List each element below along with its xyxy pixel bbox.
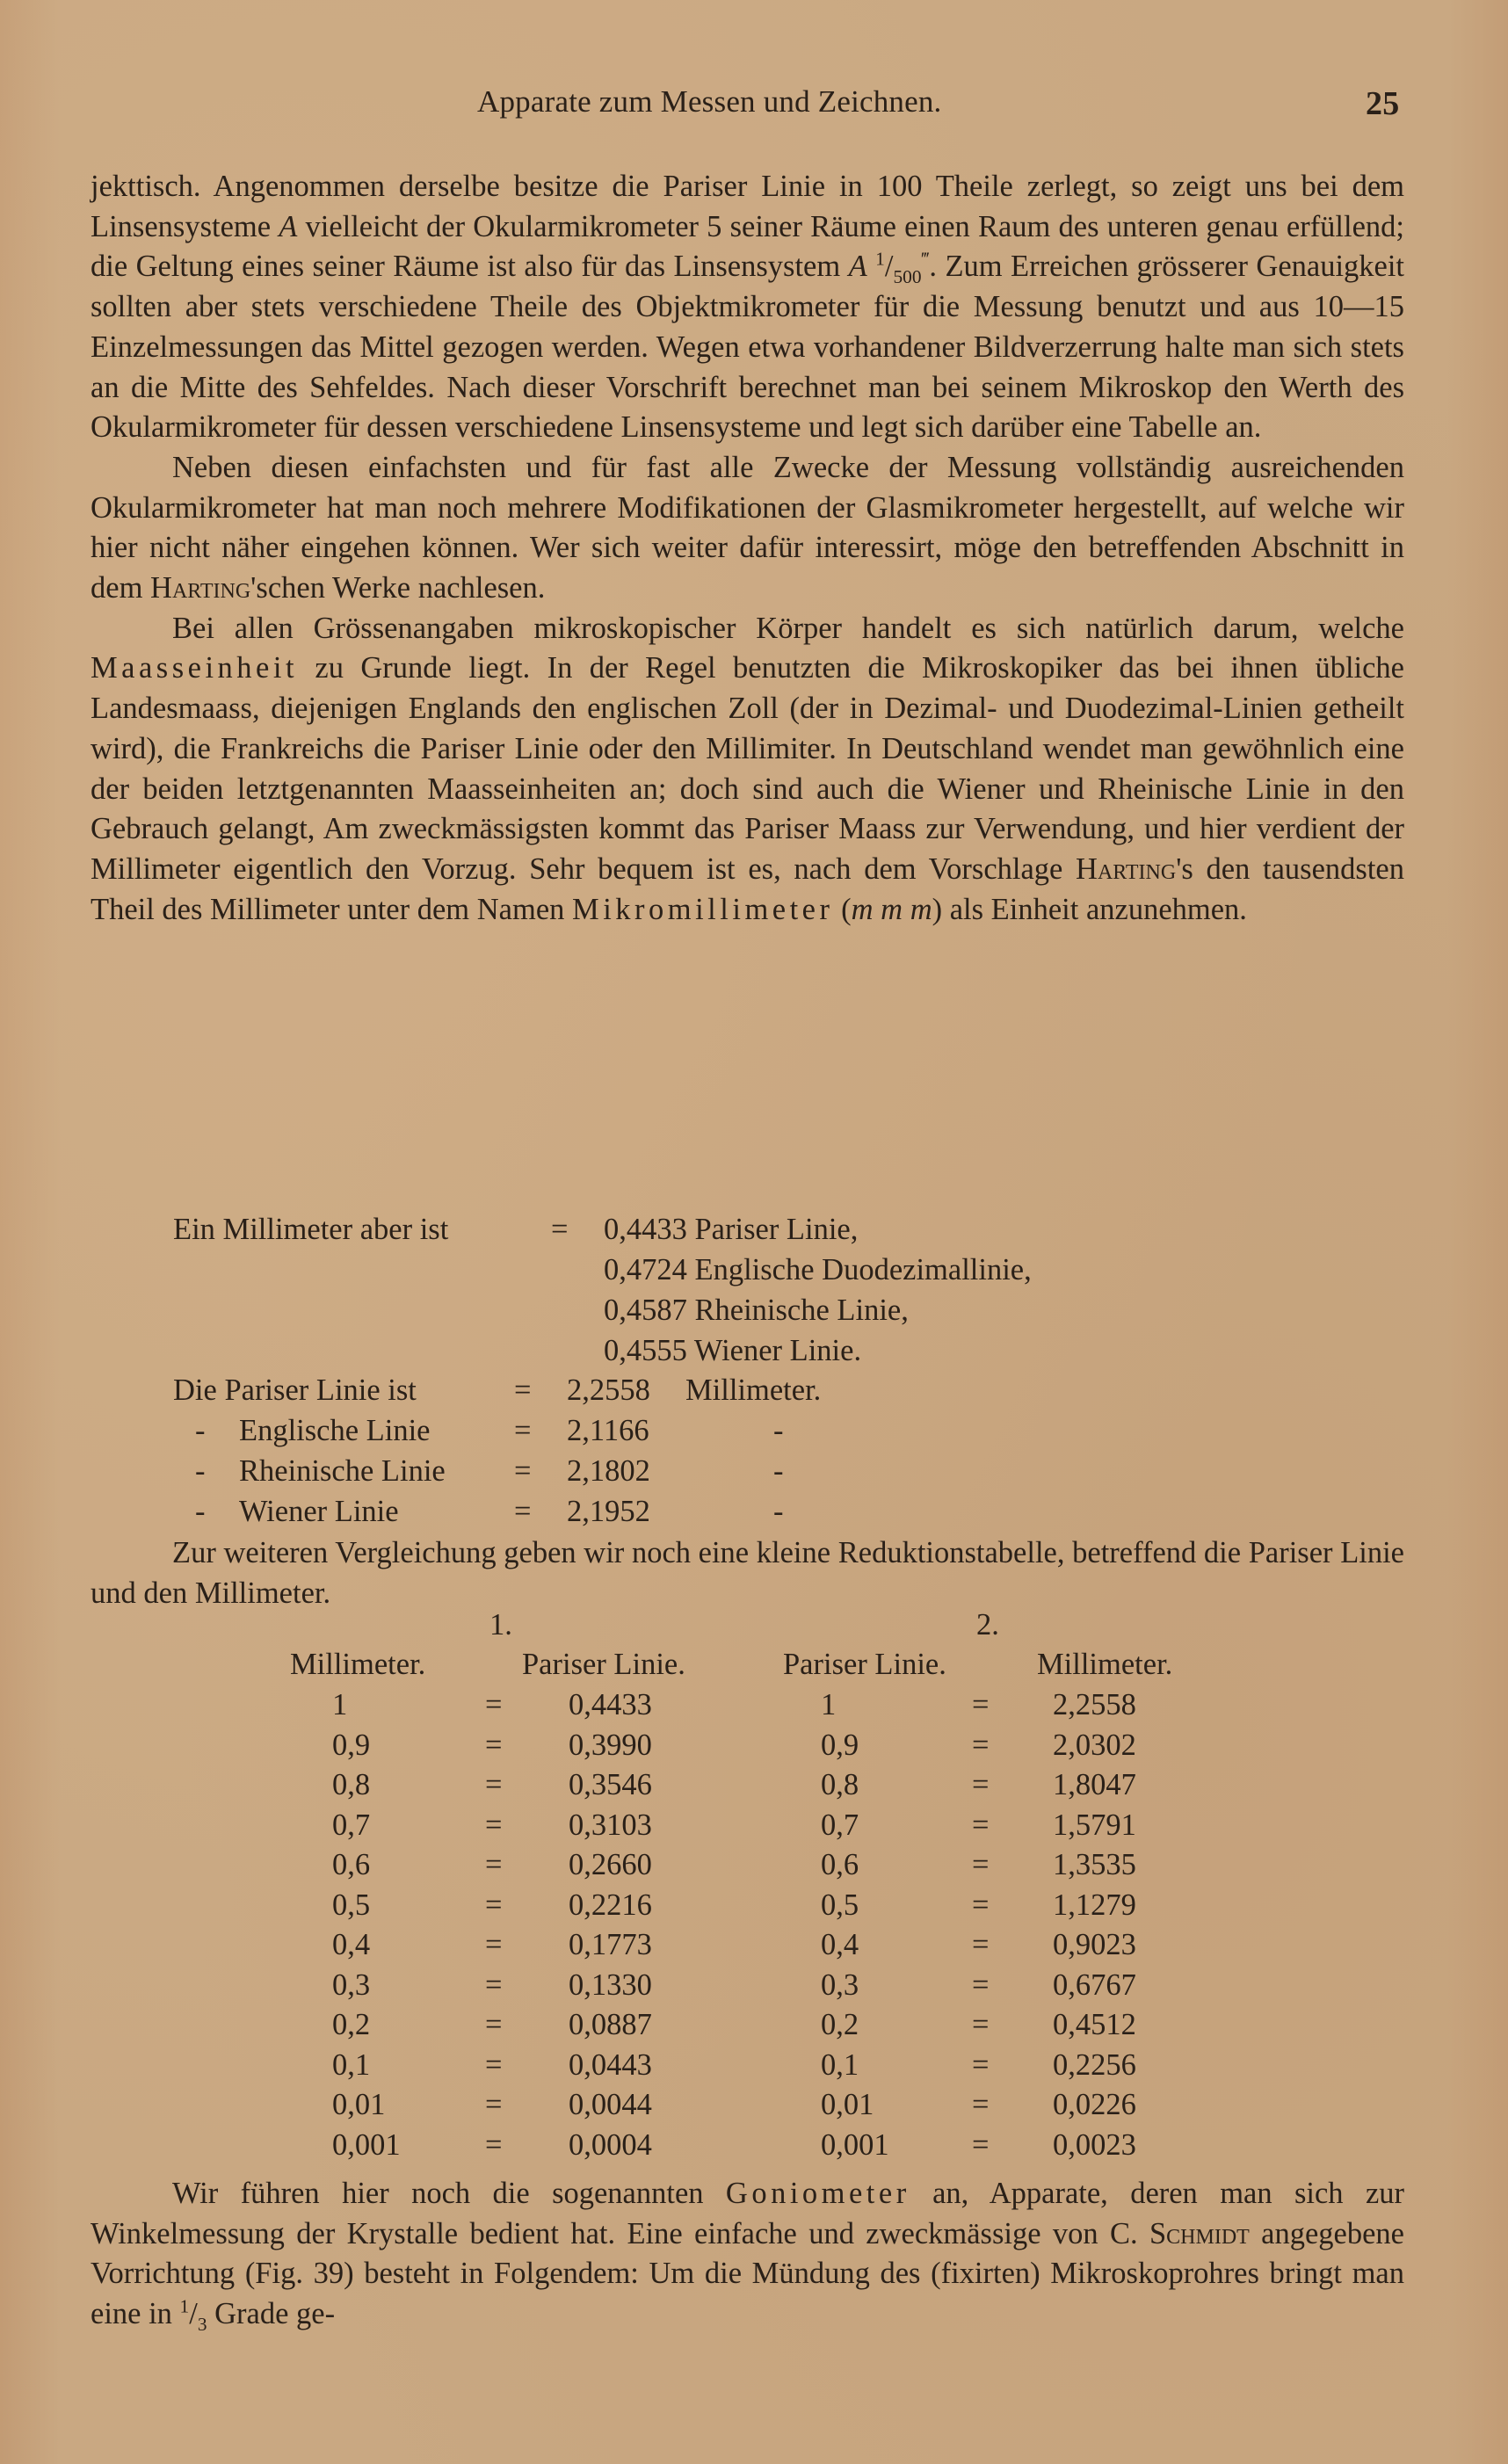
pariser-linie-value: 0,2660 [569,1848,652,1881]
equivalence-row: 0,4555 Wiener Linie. [604,1334,862,1367]
paragraph-glasmikrometer: Neben diesen einfachsten und für fast alle Zwecke der Messung vollständig ausreichenden Okularmikrometer hat man noch mehrere Modifikationen der Glasmikrometer hergestellt, auf welche wir hier nicht näher eingehen können. Wer sich weiter dafür interessirt, möge den betreffenden Abschnitt in dem Harting'schen Werke nachlesen. [91,450,1404,605]
paragraph-maasseinheit: Bei allen Grössenangaben mikroskopischer Körper handelt es sich natürlich darum, welche Maasseinheit zu Grunde liegt. In der Regel benutzten die Mikroskopiker das bei ihnen übliche Landesmaass, diejenigen Englands den englischen Zoll (der in Dezimal- und Duodezimal-Linien getheilt wird), die Frankreichs die Pariser Linie oder den Millimiter. In Deutschland wendet man gewöhnlich eine der beiden letztgenannten Maasseinheiten an; doch sind auch die Wiener und Rheinische Linie in den Gebrauch gelangt, Am zweckmässigsten kommt das Pariser Maass zur Verwendung, und hier verdient der Millimeter eigentlich den Vorzug. Sehr bequem ist es, nach dem Vorschlage Harting's den tausendsten Theil des Millimeter unter dem Namen Mikromillimeter (m m m) als Einheit anzunehmen. [91,611,1404,926]
equals-sign: = [972,1808,990,1842]
equals-sign: = [972,1728,990,1762]
equals-sign: = [485,2008,503,2041]
ditto-mark: - [195,1454,206,1488]
line-equivalent-label: Rheinische Linie [239,1454,446,1488]
table-header: Pariser Linie. [783,1648,946,1681]
pariser-linie-value: 0,1773 [569,1928,652,1961]
mm-value: 0,4 [332,1928,371,1961]
table-row [0,1928,1508,1968]
equals-sign: = [485,1888,503,1922]
table-row [0,1768,1508,1808]
mm-value: 0,0023 [1053,2127,1136,2162]
table-row [0,1808,1508,1848]
pariser-linie-value: 0,001 [821,2127,889,2162]
ditto-mark: - [773,1454,784,1488]
mm-value: 0,2256 [1053,2047,1136,2082]
paragraph-table-intro: Zur weiteren Vergleichung geben wir noch eine kleine Reduktionstabelle, betreffend die Pariser Linie und den Millimeter. [91,1536,1404,1610]
author-name: Schmidt [1149,2216,1250,2250]
pariser-linie-value: 0,0004 [569,2127,652,2162]
mm-value: 0,4512 [1053,2008,1136,2041]
pariser-linie-value: 1 [821,1688,837,1721]
pariser-linie-value: 0,3546 [569,1768,652,1801]
pariser-linie-value: 0,8 [821,1768,859,1801]
unit-abbreviation: m m m [851,892,932,926]
equals-sign: = [485,1688,503,1721]
equals-sign: = [485,1728,503,1762]
equivalence-row: 0,4433 Pariser Linie, [604,1213,859,1246]
equals-sign: = [485,2127,503,2162]
pariser-linie-value: 0,1330 [569,1968,652,2002]
equals-sign: = [972,1888,990,1922]
mm-value: 0,01 [332,2088,386,2121]
table-row [0,2128,1508,2168]
mm-value: 2,2558 [1053,1688,1136,1721]
table-row [0,2088,1508,2127]
table-header: Pariser Linie. [522,1648,685,1681]
page-number: 25 [1366,85,1400,122]
equals-sign: = [972,2088,990,2121]
equals-sign: = [485,1808,503,1842]
body-text [91,167,1404,930]
pariser-linie-value: 0,3 [821,1968,859,2002]
equals-sign: = [485,1848,503,1881]
equals-sign: = [514,1373,532,1407]
mm-value: 0,7 [332,1808,371,1842]
mm-value: 1,8047 [1053,1768,1136,1801]
mm-value: 0,9 [332,1728,371,1762]
equals-sign: = [551,1213,569,1246]
fraction: $^1/_{500}^‴$ [875,248,930,288]
mm-value: 1,5791 [1053,1808,1136,1842]
mm-value: 0,2 [332,2008,371,2041]
paragraph-okularmikrometer: jekttisch. Angenommen derselbe besitze die Pariser Linie in 100 Theile zerlegt, so zeigt uns bei dem Linsensysteme A vielleicht der Okularmikrometer 5 seiner Räume einen Raum des unteren genau erfüllend; die Geltung eines seiner Räume ist also für das Linsensystem A $^1/_{500}^‴$. Zum Erreichen grösserer Genauigkeit sollten aber stets verschiedene Theile des Objektmikrometer für die Messung benutzt und aus 10—15 Einzelmessungen das Mittel gezogen werden. Wegen etwa vorhandener Bildverzerrung halte man sich stets an die Mitte des Sehfeldes. Nach dieser Vorschrift berechnet man bei seinem Mikroskop den Werth des Okularmikrometer für dessen verschiedene Linsensysteme und legt sich darüber eine Tabelle an. [91,170,1405,445]
ditto-mark: - [195,1495,206,1528]
pariser-linie-value: 0,1 [821,2047,859,2082]
table-row [0,1848,1508,1888]
mm-value: 1,3535 [1053,1848,1136,1881]
pariser-linie-value: 0,6 [821,1848,859,1881]
closing-text [91,2174,1404,2335]
mm-value: 0,6767 [1053,1968,1136,2002]
ditto-mark: - [773,1414,784,1447]
line-equivalent-value: 2,2558 [567,1373,650,1407]
pariser-linie-value: 0,0887 [569,2008,652,2041]
equals-sign: = [972,2127,990,2162]
equals-sign: = [972,1848,990,1881]
mm-value: 0,1 [332,2047,371,2082]
pariser-linie-value: 0,01 [821,2088,874,2121]
line-equivalent-value: 2,1952 [567,1495,650,1528]
equivalence-row: 0,4587 Rheinische Linie, [604,1294,909,1327]
line-equivalent-label: Englische Linie [239,1414,431,1447]
pariser-linie-value: 0,3103 [569,1808,652,1842]
line-equivalent-label: Die Pariser Linie ist [173,1373,417,1407]
equals-sign: = [972,1688,990,1721]
author-name: Harting [150,571,251,605]
pariser-linie-value: 0,9 [821,1728,859,1762]
line-equivalent-value: 2,1802 [567,1454,650,1488]
fraction: $^1/_3$ [179,2295,207,2335]
emphasis-term: Mikromillimeter [572,892,834,926]
mm-value: 2,0302 [1053,1728,1136,1762]
mm-value: 0,6 [332,1848,371,1881]
table-row [0,1968,1508,2008]
mm-value: 1,1279 [1053,1888,1136,1922]
equivalence-row: 0,4724 Englische Duodezimallinie, [604,1253,1032,1286]
table-row [0,2008,1508,2047]
pariser-linie-value: 0,3990 [569,1728,652,1762]
mm-value: 0,001 [332,2127,401,2162]
equals-sign: = [514,1454,532,1488]
emphasis-term: Maasseinheit [91,651,299,685]
variable-a: A [848,250,867,284]
mm-value: 0,8 [332,1768,371,1801]
variable-a: A [279,209,298,243]
mm-value: 0,5 [332,1888,371,1922]
equals-sign: = [485,2088,503,2121]
equals-sign: = [485,1928,503,1961]
equals-sign: = [972,2008,990,2041]
equivalence-lead: Ein Millimeter aber ist [173,1213,449,1246]
table-row [0,2048,1508,2088]
equals-sign: = [972,2047,990,2082]
table-row [0,1888,1508,1928]
equals-sign: = [485,2047,503,2082]
equals-sign: = [514,1414,532,1447]
line-equivalent-label: Wiener Linie [239,1495,399,1528]
author-name: Harting [1076,852,1177,886]
mm-value: 0,0226 [1053,2088,1136,2121]
emphasis-term: Goniometer [725,2177,910,2210]
table-row [0,1688,1508,1728]
mm-value: 0,3 [332,1968,371,2002]
running-head-title: Apparate zum Messen und Zeichnen. [477,84,942,119]
pariser-linie-value: 0,0443 [569,2047,652,2082]
line-equivalent-value: 2,1166 [567,1414,649,1447]
ditto-mark: - [195,1414,206,1447]
equals-sign: = [972,1968,990,2002]
equals-sign: = [514,1495,532,1528]
mm-value: 1 [332,1688,348,1721]
pariser-linie-value: 0,4433 [569,1688,652,1721]
table-group-label: 2. [976,1608,999,1641]
table-intro-text [91,1533,1404,1613]
pariser-linie-value: 0,5 [821,1888,859,1922]
equals-sign: = [972,1768,990,1801]
equals-sign: = [485,1968,503,2002]
pariser-linie-value: 0,2 [821,2008,859,2041]
table-header: Millimeter. [290,1648,426,1681]
mm-value: 0,9023 [1053,1928,1136,1961]
table-group-label: 1. [489,1608,512,1641]
pariser-linie-value: 0,4 [821,1928,859,1961]
ditto-mark: - [773,1495,784,1528]
equals-sign: = [972,1928,990,1961]
table-header: Millimeter. [1037,1648,1173,1681]
pariser-linie-value: 0,7 [821,1808,859,1842]
equals-sign: = [485,1768,503,1801]
table-row [0,1728,1508,1768]
paragraph-goniometer: Wir führen hier noch die sogenannten Goniometer an, Apparate, deren man sich zur Winkelmessung der Krystalle bedient hat. Eine einfache und zweckmässige von C. Schmidt angegebene Vorrichtung (Fig. 39) besteht in Folgendem: Um die Mündung des (fixirten) Mikroskoprohres bringt man eine in $^1/_3$ Grade ge- [91,2177,1404,2335]
pariser-linie-value: 0,0044 [569,2088,652,2121]
pariser-linie-value: 0,2216 [569,1888,652,1922]
line-equivalent-unit: Millimeter. [685,1373,822,1407]
